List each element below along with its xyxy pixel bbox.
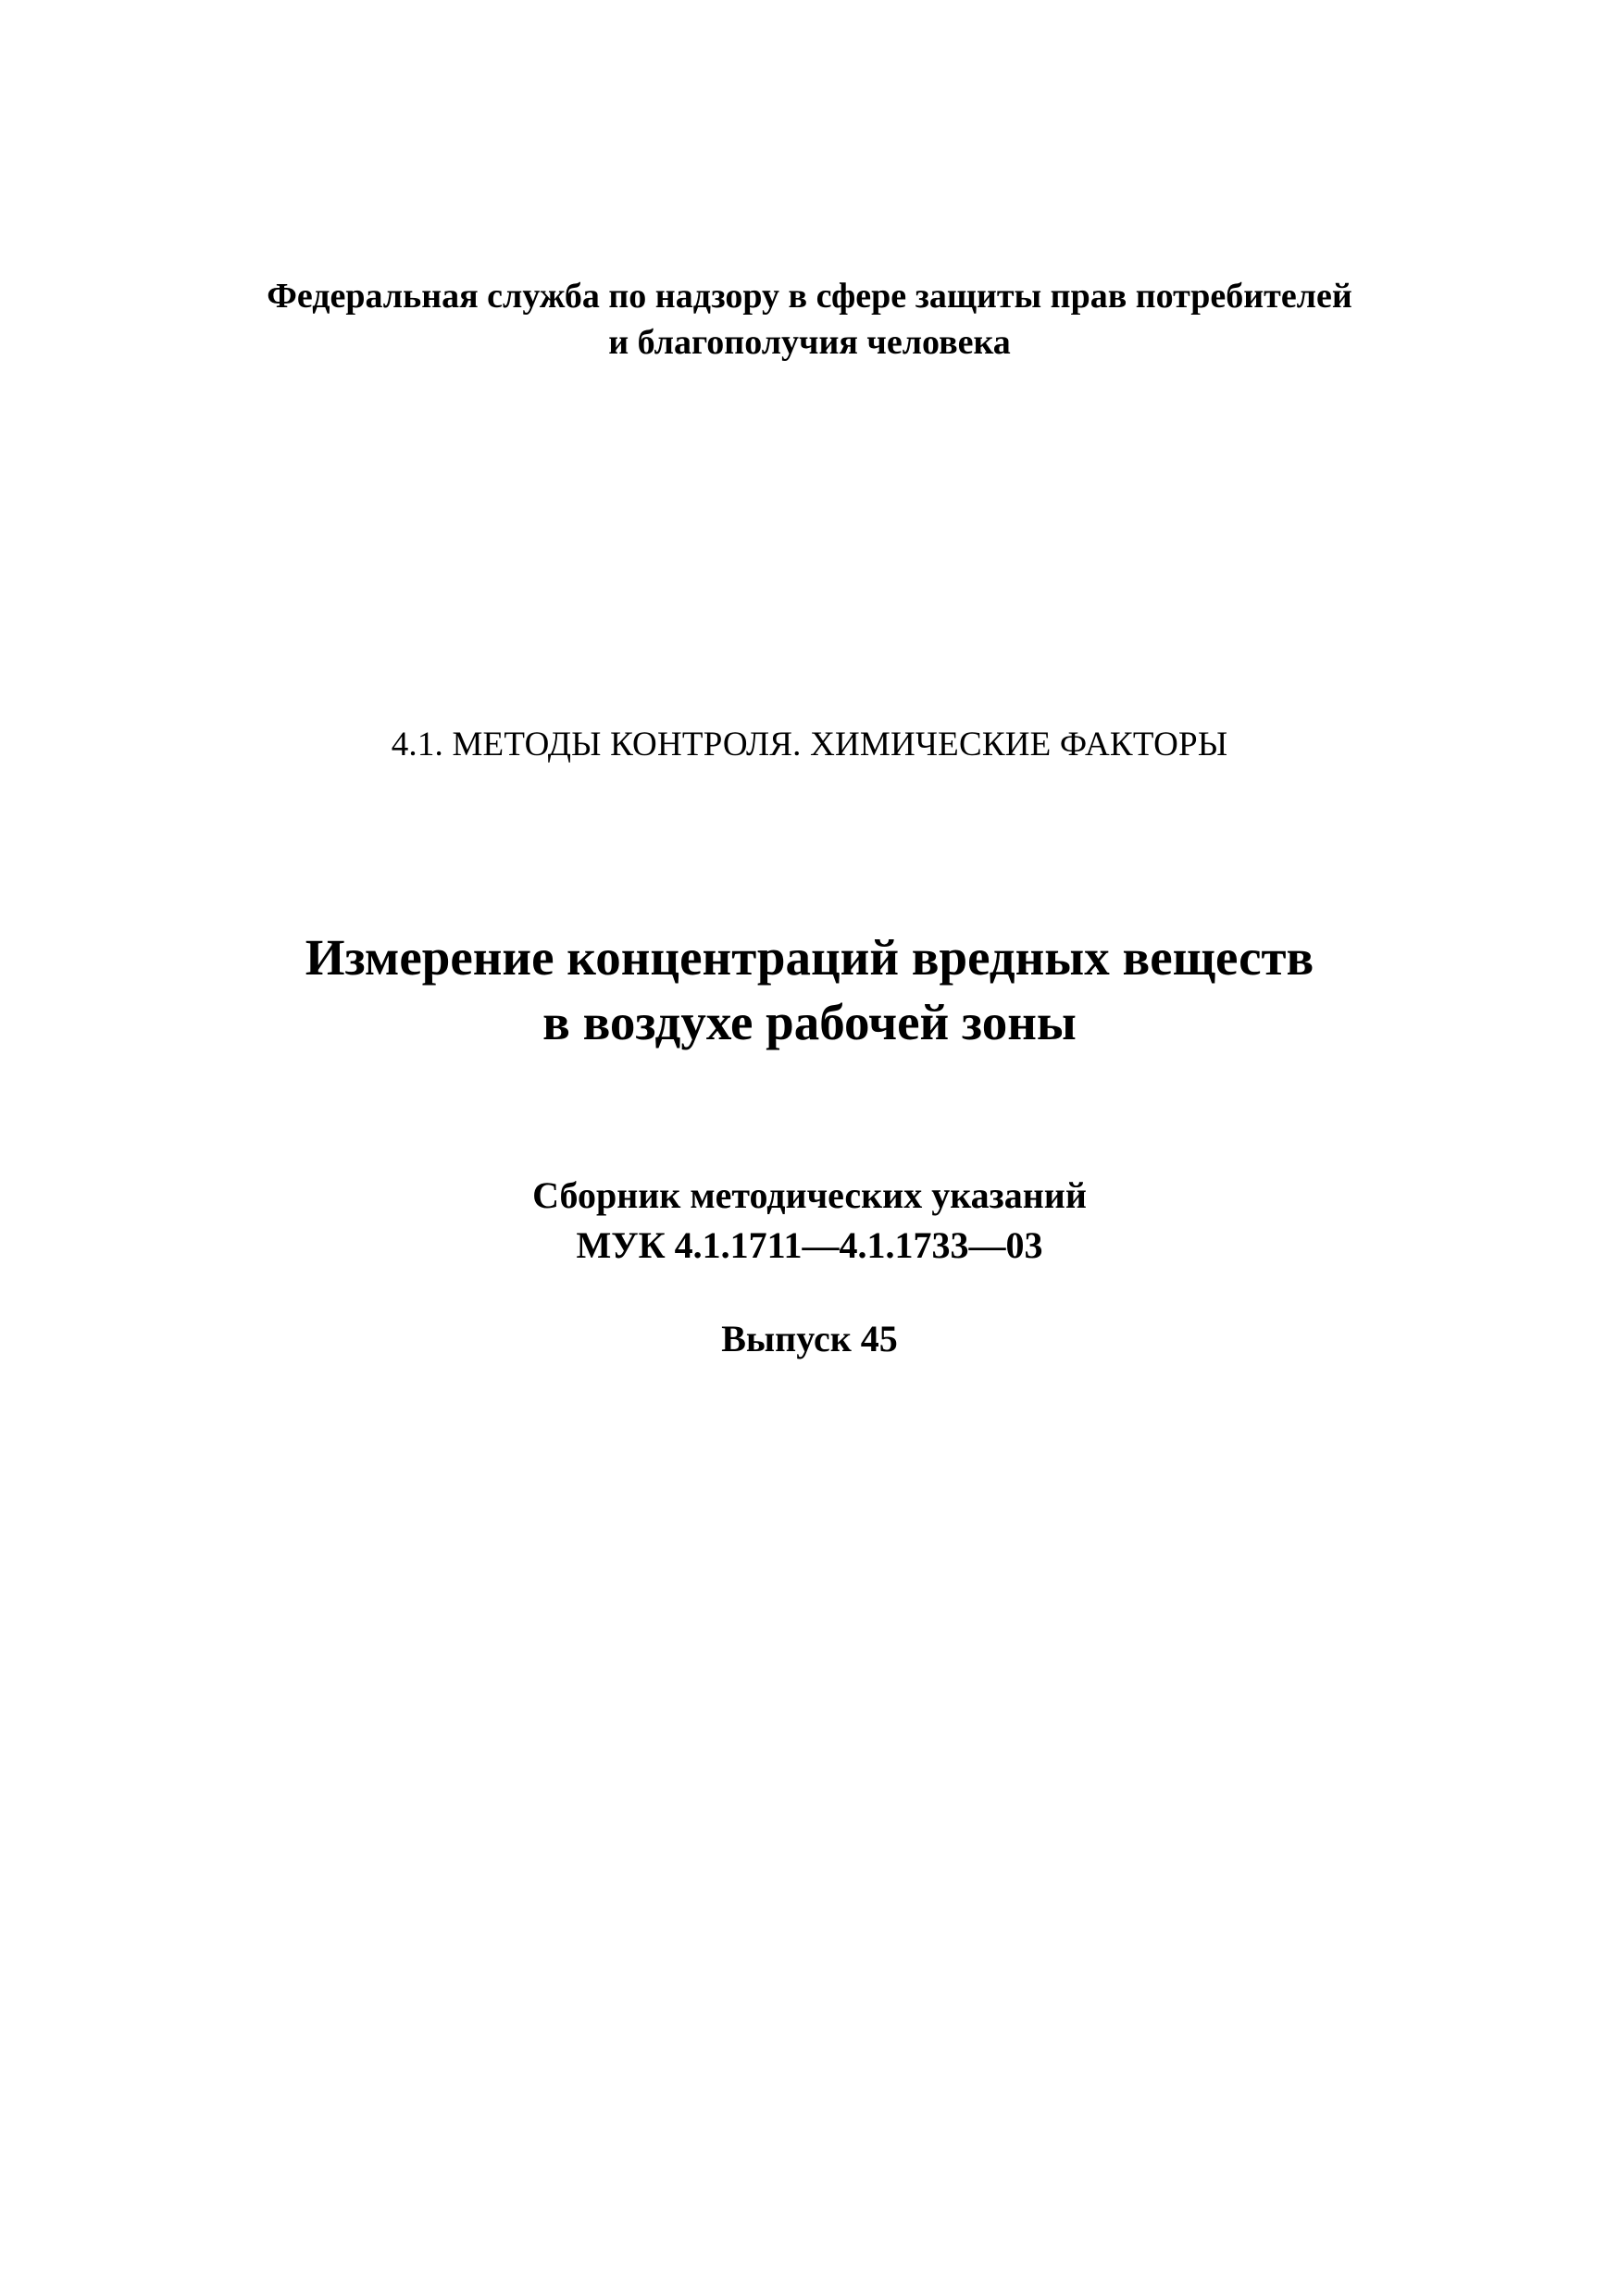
title-line-2: в воздухе рабочей зоны bbox=[542, 994, 1077, 1050]
agency-header bbox=[0, 273, 1619, 366]
agency-line-1: Федеральная служба по надзору в сфере защиты прав потребителей bbox=[267, 277, 1352, 316]
collection-info bbox=[0, 1171, 1619, 1271]
issue-number bbox=[0, 1314, 1619, 1364]
agency-line-2: и благополучия человека bbox=[608, 323, 1011, 362]
issue-label: Выпуск 45 bbox=[721, 1318, 898, 1359]
series-label: 4.1. МЕТОДЫ КОНТРОЛЯ. ХИМИЧЕСКИЕ ФАКТОРЫ bbox=[391, 726, 1228, 763]
title-line-1: Измерение концентраций вредных веществ bbox=[305, 929, 1314, 986]
collection-line-2: МУК 4.1.1711—4.1.1733—03 bbox=[576, 1224, 1043, 1266]
collection-line-1: Сборник методических указаний bbox=[532, 1174, 1087, 1216]
document-title bbox=[0, 925, 1619, 1055]
series-heading bbox=[0, 722, 1619, 768]
